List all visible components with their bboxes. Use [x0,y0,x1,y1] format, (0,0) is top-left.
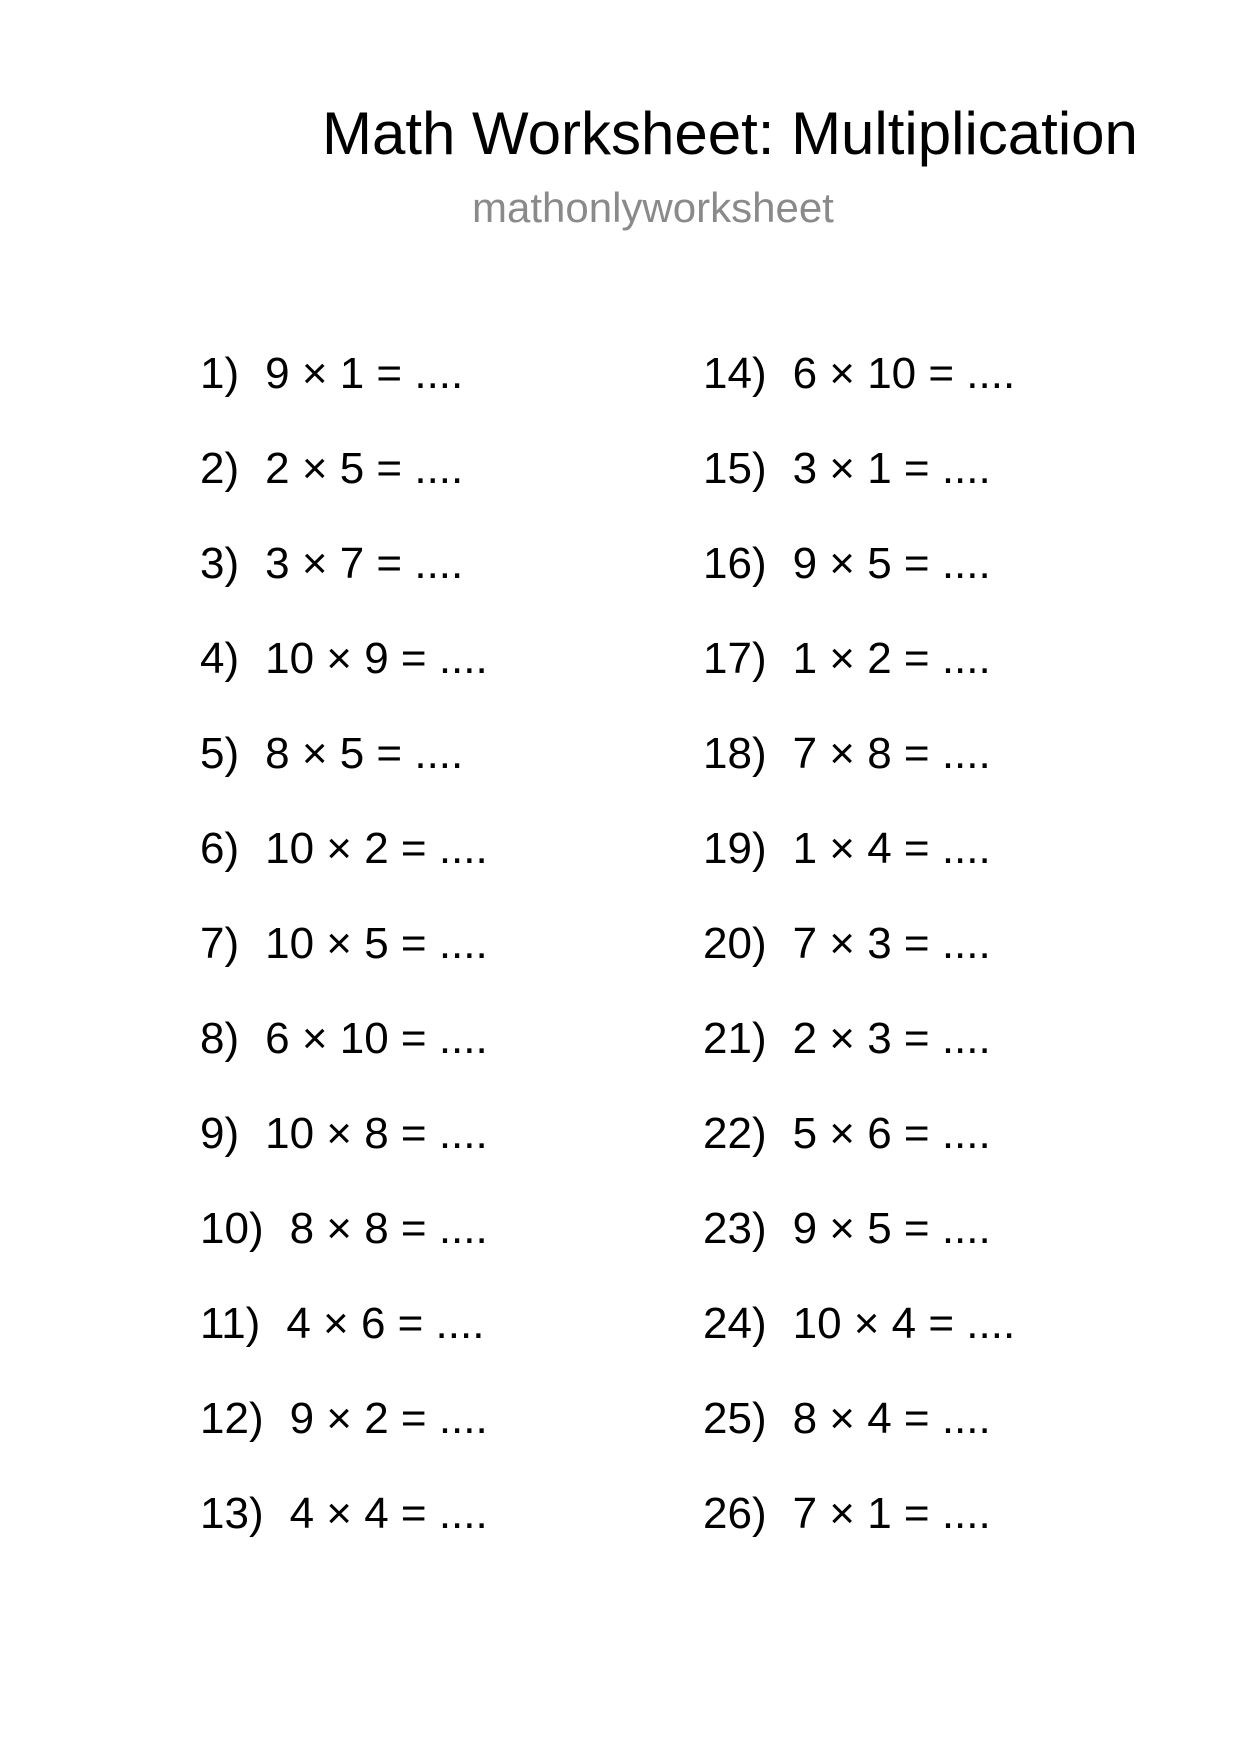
problem-number: 7) [200,919,240,968]
problem-item [703,1013,1015,1108]
problem-item [703,1298,1015,1393]
problem-number: 5) [200,729,240,778]
problem-expression: 10 × 4 = .... [792,1299,1016,1348]
problem-item [200,443,488,538]
problem-item [200,918,488,1013]
problem-number: 6) [200,824,240,873]
problem-expression: 8 × 8 = .... [289,1204,488,1253]
problem-number: 17) [703,634,767,683]
problem-number: 19) [703,824,767,873]
problem-number: 21) [703,1014,767,1063]
problem-expression: 3 × 7 = .... [265,539,464,588]
problem-item [703,823,1015,918]
problem-expression: 1 × 2 = .... [792,634,991,683]
problem-number: 11) [200,1299,261,1348]
problem-expression: 10 × 9 = .... [265,634,488,683]
problem-number: 25) [703,1394,767,1443]
problem-item [200,538,488,633]
problem-number: 9) [200,1109,240,1158]
problem-expression: 9 × 5 = .... [792,1204,991,1253]
problem-expression: 7 × 8 = .... [792,729,991,778]
problem-number: 15) [703,444,767,493]
problem-item [703,728,1015,823]
problem-expression: 9 × 5 = .... [792,539,991,588]
problem-item [703,1488,1015,1583]
problem-item [200,1298,488,1393]
worksheet-title: Math Worksheet: Multiplication [322,100,1138,167]
problem-item [703,633,1015,728]
problem-item [703,918,1015,1013]
problem-expression: 10 × 2 = .... [265,824,488,873]
problem-number: 3) [200,539,240,588]
problem-number: 2) [200,444,240,493]
problem-expression: 8 × 4 = .... [792,1394,991,1443]
problem-item [703,1203,1015,1298]
problem-expression: 6 × 10 = .... [265,1014,488,1063]
problem-number: 8) [200,1014,240,1063]
problem-number: 16) [703,539,767,588]
problem-expression: 3 × 1 = .... [792,444,991,493]
problem-expression: 4 × 4 = .... [289,1489,488,1538]
problem-number: 24) [703,1299,767,1348]
problem-item [200,823,488,918]
problems-right-column [703,348,1015,1583]
problem-number: 4) [200,634,240,683]
problem-expression: 2 × 5 = .... [265,444,464,493]
problem-number: 20) [703,919,767,968]
problem-item [200,348,488,443]
problem-expression: 6 × 10 = .... [792,349,1016,398]
problem-number: 22) [703,1109,767,1158]
problem-expression: 7 × 1 = .... [792,1489,991,1538]
problem-item [200,1393,488,1488]
problem-item [703,1108,1015,1203]
problem-item [703,538,1015,633]
problem-expression: 8 × 5 = .... [265,729,464,778]
problem-expression: 9 × 1 = .... [265,349,464,398]
problem-item [703,443,1015,538]
problem-number: 1) [200,349,240,398]
problem-item [200,1488,488,1583]
problem-expression: 10 × 8 = .... [265,1109,488,1158]
problem-number: 13) [200,1489,264,1538]
worksheet-subtitle: mathonlyworksheet [472,184,834,231]
problem-item [703,1393,1015,1488]
problem-number: 26) [703,1489,767,1538]
problem-expression: 1 × 4 = .... [792,824,991,873]
problem-number: 12) [200,1394,264,1443]
problem-item [200,728,488,823]
problem-number: 14) [703,349,767,398]
problem-expression: 5 × 6 = .... [792,1109,991,1158]
problem-expression: 4 × 6 = .... [286,1299,485,1348]
problem-item [200,633,488,728]
problem-item [200,1013,488,1108]
problem-expression: 7 × 3 = .... [792,919,991,968]
problem-item [200,1203,488,1298]
problem-expression: 2 × 3 = .... [792,1014,991,1063]
problem-expression: 10 × 5 = .... [265,919,488,968]
problem-item [200,1108,488,1203]
problem-number: 18) [703,729,767,778]
problems-left-column [200,348,488,1583]
problem-number: 10) [200,1204,264,1253]
problem-item [703,348,1015,443]
problem-number: 23) [703,1204,767,1253]
problem-expression: 9 × 2 = .... [289,1394,488,1443]
